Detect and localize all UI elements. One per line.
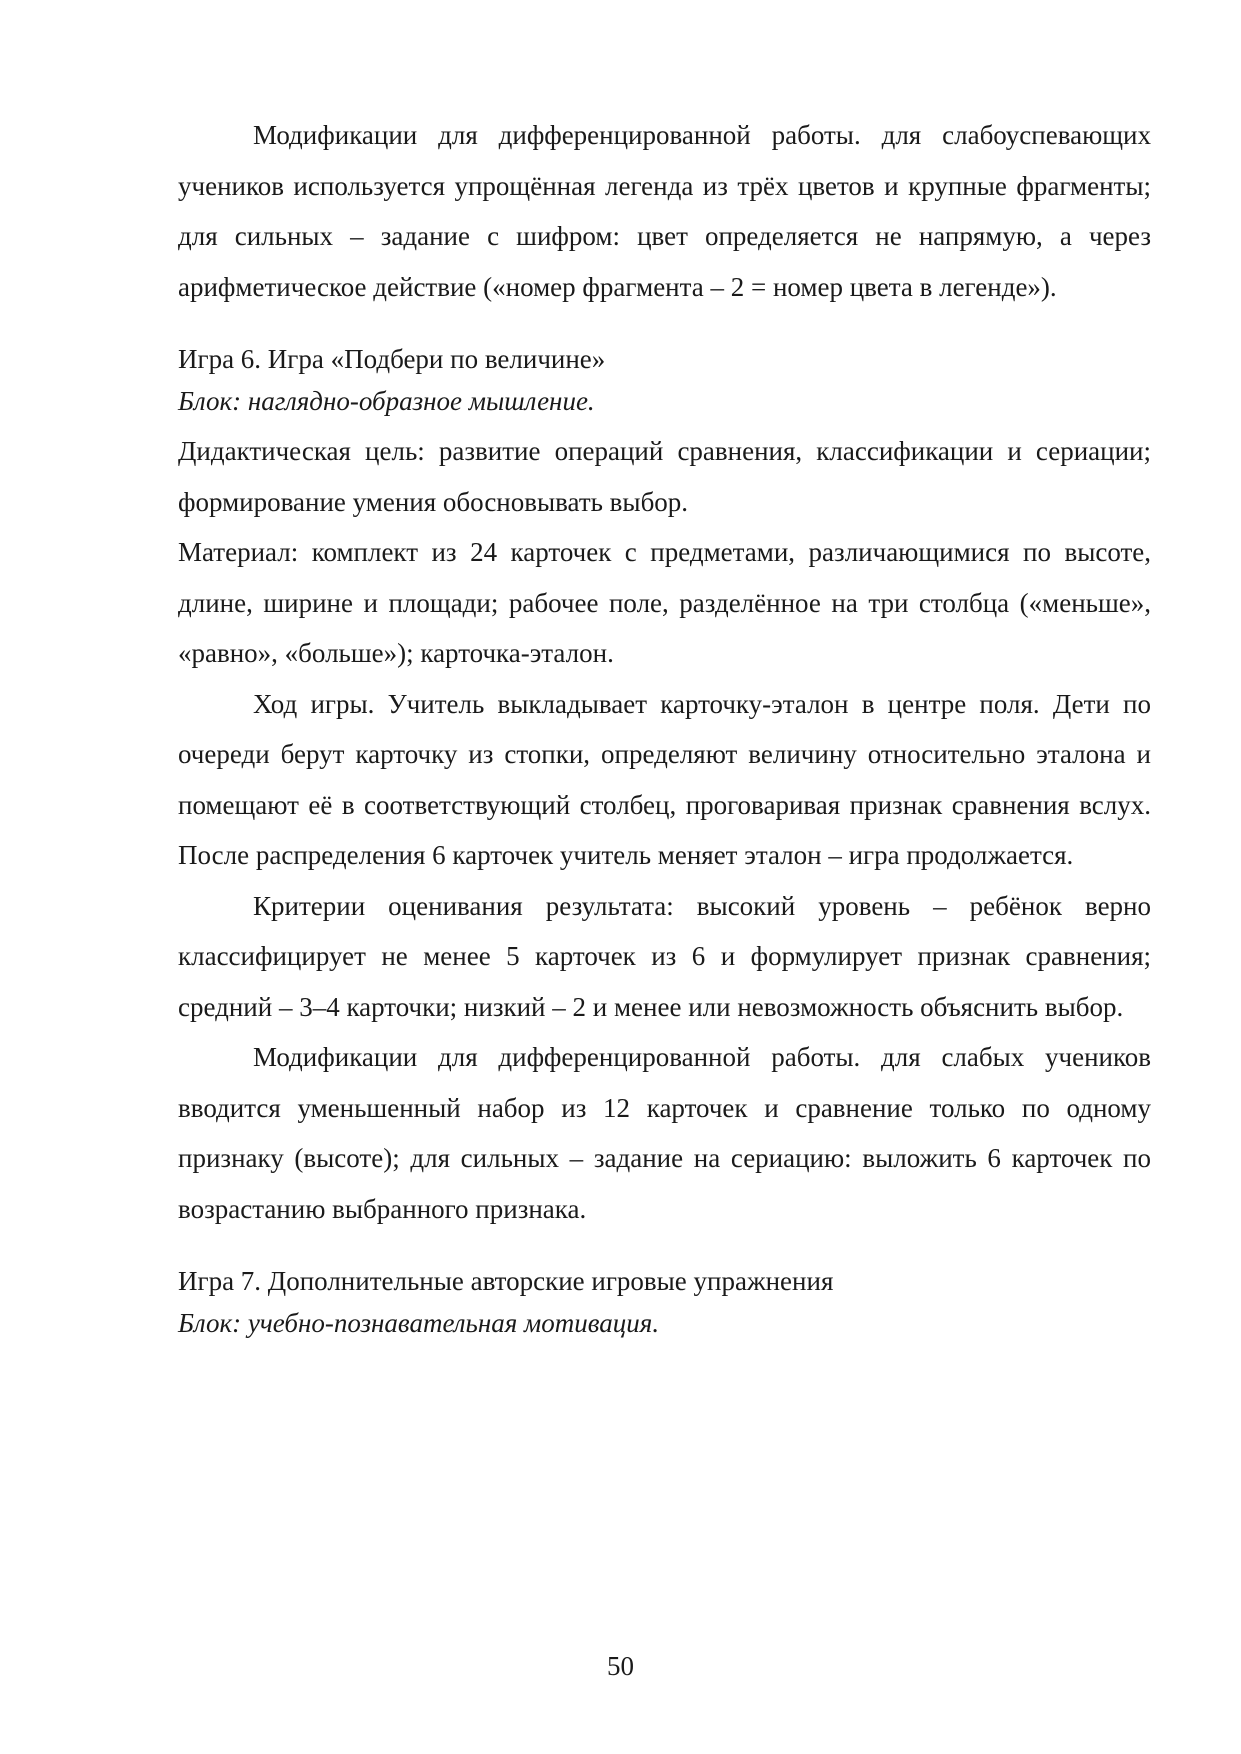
game7-section <box>178 1260 1151 1344</box>
document-page <box>178 110 1151 1348</box>
game6-criteria: Критерии оценивания результата: высокий уровень – ребёнок верно классифицирует не менее 5 карточек из 6 и формулирует признак сравнения; средний – 3–4 карточки; низкий – 2 и менее или невозможность объяснить выбор. <box>178 890 1151 1022</box>
game6-section <box>178 338 1151 1234</box>
game6-modifications: Модификации для дифференцированной работы. для слабых учеников вводится уменьшенный набор из 12 карточек и сравнение только по одному признаку (высоте); для сильных – задание на сериацию: выложить 6 карточек по возрастанию выбранного признака. <box>178 1042 1151 1224</box>
game6-material: Материал: комплект из 24 карточек с предметами, различающимися по высоте, длине, ширине и площади; рабочее поле, разделённое на три столбца («меньше», «равно», «больше»); карточка-эталон. <box>178 537 1151 668</box>
game6-goal: Дидактическая цель: развитие операций сравнения, классификации и сериации; формирование умения обосновывать выбор. <box>178 436 1151 517</box>
modifications-paragraph-prev: Модификации для дифференцированной работы. для слабоуспевающих учеников используется упрощённая легенда из трёх цветов и крупные фрагменты; для сильных – задание с шифром: цвет определяется не напрямую, а через арифметическое действие («номер фрагмента – 2 = номер цвета в легенде»). <box>178 120 1151 302</box>
game7-block: Блок: учебно-познавательная мотивация. <box>178 1308 660 1338</box>
game6-title: Игра 6. Игра «Подбери по величине» <box>178 344 606 374</box>
game6-procedure: Ход игры. Учитель выкладывает карточку-эталон в центре поля. Дети по очереди берут карточку из стопки, определяют величину относительно эталона и помещают её в соответствующий столбец, проговаривая признак сравнения вслух. После распределения 6 карточек учитель меняет эталон – игра продолжается. <box>178 688 1151 870</box>
page-number: 50 <box>607 1651 634 1681</box>
game7-title: Игра 7. Дополнительные авторские игровые упражнения <box>178 1266 834 1296</box>
game6-block: Блок: наглядно-образное мышление. <box>178 386 595 416</box>
